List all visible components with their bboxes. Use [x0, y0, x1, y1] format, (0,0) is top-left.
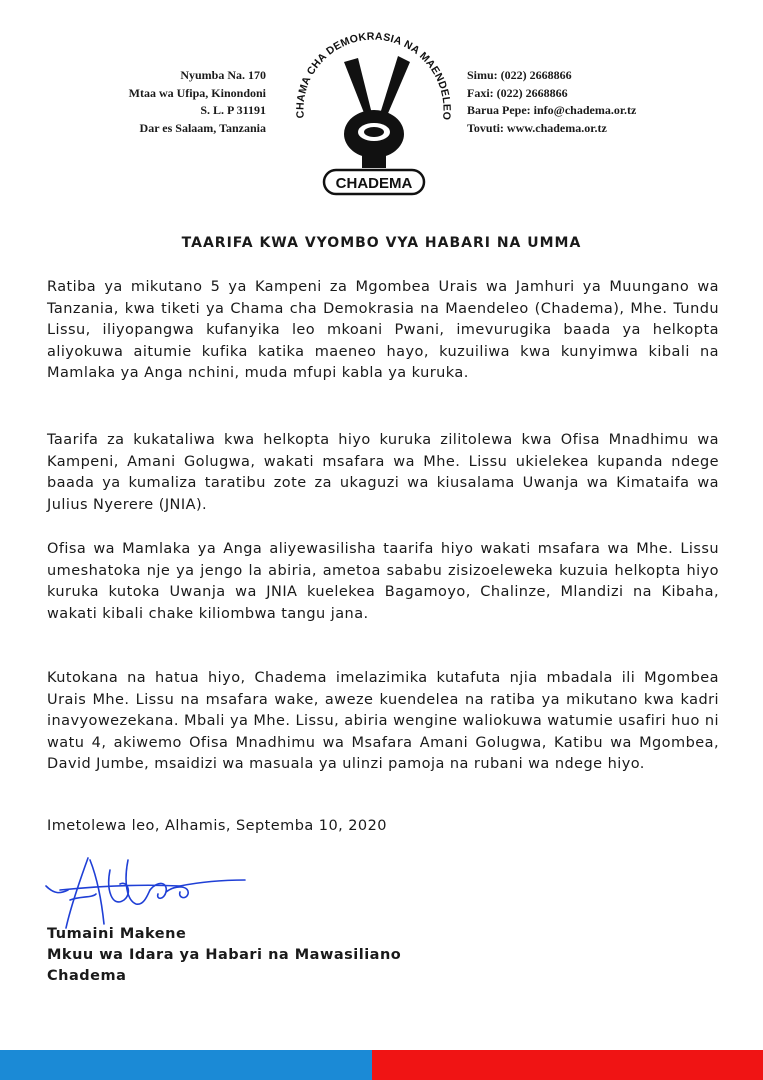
address-line: Nyumba Na. 170	[180, 68, 266, 82]
body-paragraph: Kutokana na hatua hiyo, Chadema imelazimika kutafuta njia mbadala ili Mgombea Urais Mhe. Lissu na msafara wake, aweze kuendelea na ratiba ya mikutano kwa kadri inavyowezekana. Mbali ya Mhe. Lissu, abiria wengine waliokuwa watumie usafiri huo ni watu 4, akiwemo Ofisa Mnadhimu wa Msafara Amani Golugwa, Katibu wa Mgombea, David Jumbe, msaidizi wa masuala ya ulinzi pamoja na rubani wa ndege hiyo.	[47, 670, 719, 773]
contact-line: Tovuti: www.chadema.or.tz	[467, 120, 607, 135]
signer-organization: Chadema	[47, 968, 127, 984]
contact-line: Faxi: (022) 2668866	[467, 85, 568, 100]
address-line: S. L. P 31191	[200, 103, 266, 117]
body-paragraph: Taarifa za kukataliwa kwa helkopta hiyo kuruka zilitolewa kwa Ofisa Mnadhimu wa Kampeni, Amani Golugwa, wakati msafara wa Mhe. Lissu ukielekea kupanda ndege baada ya kumaliza taratibu zote za ukaguzi wa kiusalama Uwanja wa Kimataifa wa Julius Nyerere (JNIA).	[47, 432, 719, 513]
victory-hand-icon	[344, 56, 410, 168]
signer-name: Tumaini Makene	[47, 926, 187, 942]
document-title: TAARIFA KWA VYOMBO VYA HABARI NA UMMA	[181, 235, 582, 251]
footer-bar-red	[372, 1050, 763, 1080]
body-paragraph: Ofisa wa Mamlaka ya Anga aliyewasilisha taarifa hiyo wakati msafara wa Mhe. Lissu umeshatoka nje ya jengo la abiria, ametoa sababu zisizoeleweka kuzuia helkopta hiyo kuruka kutoka Uwanja wa JNIA kuelekea Bagamoyo, Chalinze, Mlandizi na Kibaha, wakati kibali chake kiliombwa tangu jana.	[47, 541, 719, 622]
chadema-logo	[286, 10, 461, 200]
letterhead	[0, 0, 763, 205]
signer-title: Mkuu wa Idara ya Habari na Mawasiliano	[47, 947, 402, 963]
svg-text:CHAMA CHA DEMOKRASIA NA MAENDE	[294, 31, 452, 121]
address-line: Dar es Salaam, Tanzania	[139, 120, 266, 135]
contact-line: Simu: (022) 2668866	[467, 68, 572, 82]
body-paragraph: Ratiba ya mikutano 5 ya Kampeni za Mgombea Urais wa Jamhuri ya Muungano wa Tanzania, kwa tiketi ya Chama cha Demokrasia na Maendeleo (Chadema), Mhe. Tundu Lissu, iliyopangwa kufanyika leo mkoani Pwani, imevurugika baada ya helkopta aliyokuwa aitumie kufika katika maeneo hayo, kuzuiliwa kwa kunyimwa kibali na Mamlaka ya Anga nchini, muda mfupi kabla ya kuruka.	[47, 279, 719, 382]
logo-badge-text: CHADEMA	[335, 175, 413, 192]
address-line: Mtaa wa Ufipa, Kinondoni	[128, 85, 266, 100]
logo-arc-text: CHAMA CHA DEMOKRASIA NA MAENDELEO	[294, 30, 453, 121]
issued-date: Imetolewa leo, Alhamis, Septemba 10, 2020	[47, 818, 387, 834]
postal-address	[129, 67, 266, 137]
footer-bar-blue	[0, 1050, 372, 1080]
handwritten-signature	[40, 850, 250, 930]
contact-info	[467, 67, 636, 137]
signatory-block	[47, 924, 401, 987]
contact-line: Barua Pepe: info@chadema.or.tz	[467, 103, 637, 117]
